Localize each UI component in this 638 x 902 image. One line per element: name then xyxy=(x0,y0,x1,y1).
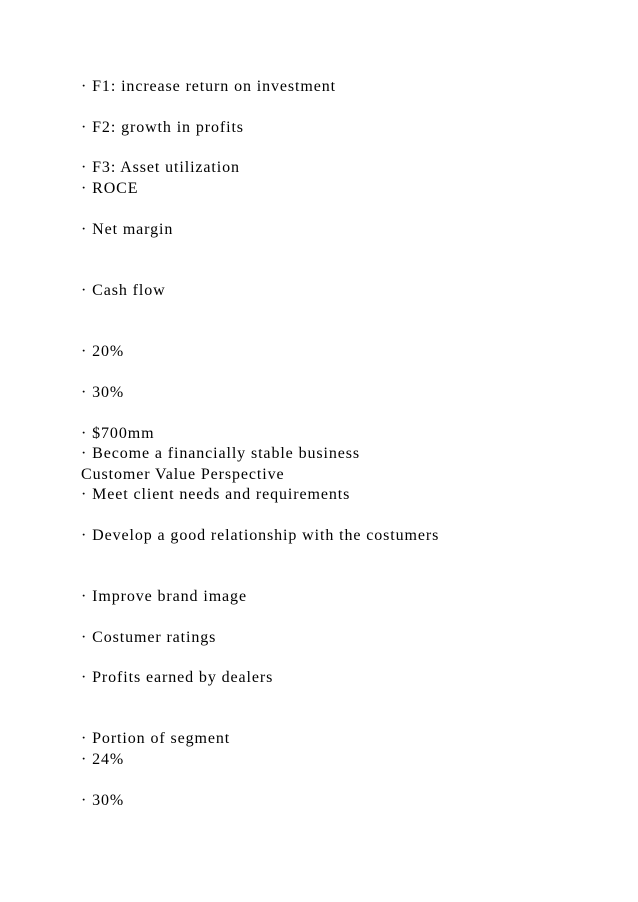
bullet-roce: · ROCE xyxy=(81,180,139,197)
bullet-30-percent: · 30% xyxy=(81,384,125,401)
bullet-financially-stable: · Become a financially stable business xyxy=(81,445,361,462)
bullet-20-percent: · 20% xyxy=(81,343,125,360)
bullet-cash-flow: · Cash flow xyxy=(81,282,166,299)
bullet-24-percent: · 24% xyxy=(81,751,125,768)
bullet-f2: · F2: growth in profits xyxy=(81,119,244,136)
bullet-relationship: · Develop a good relationship with the costumers xyxy=(81,527,440,544)
bullet-portion-of-segment: · Portion of segment xyxy=(81,730,231,747)
bullet-30-percent-second: · 30% xyxy=(81,792,125,809)
bullet-dealer-profits: · Profits earned by dealers xyxy=(81,669,274,686)
bullet-client-needs: · Meet client needs and requirements xyxy=(81,486,351,503)
bullet-net-margin: · Net margin xyxy=(81,221,174,238)
bullet-f1: · F1: increase return on investment xyxy=(81,78,336,95)
bullet-700mm: · $700mm xyxy=(81,425,155,442)
bullet-f3: · F3: Asset utilization xyxy=(81,159,240,176)
bullet-brand-image: · Improve brand image xyxy=(81,588,247,605)
bullet-costumer-ratings: · Costumer ratings xyxy=(81,629,217,646)
section-heading-customer-value: Customer Value Perspective xyxy=(81,466,285,483)
